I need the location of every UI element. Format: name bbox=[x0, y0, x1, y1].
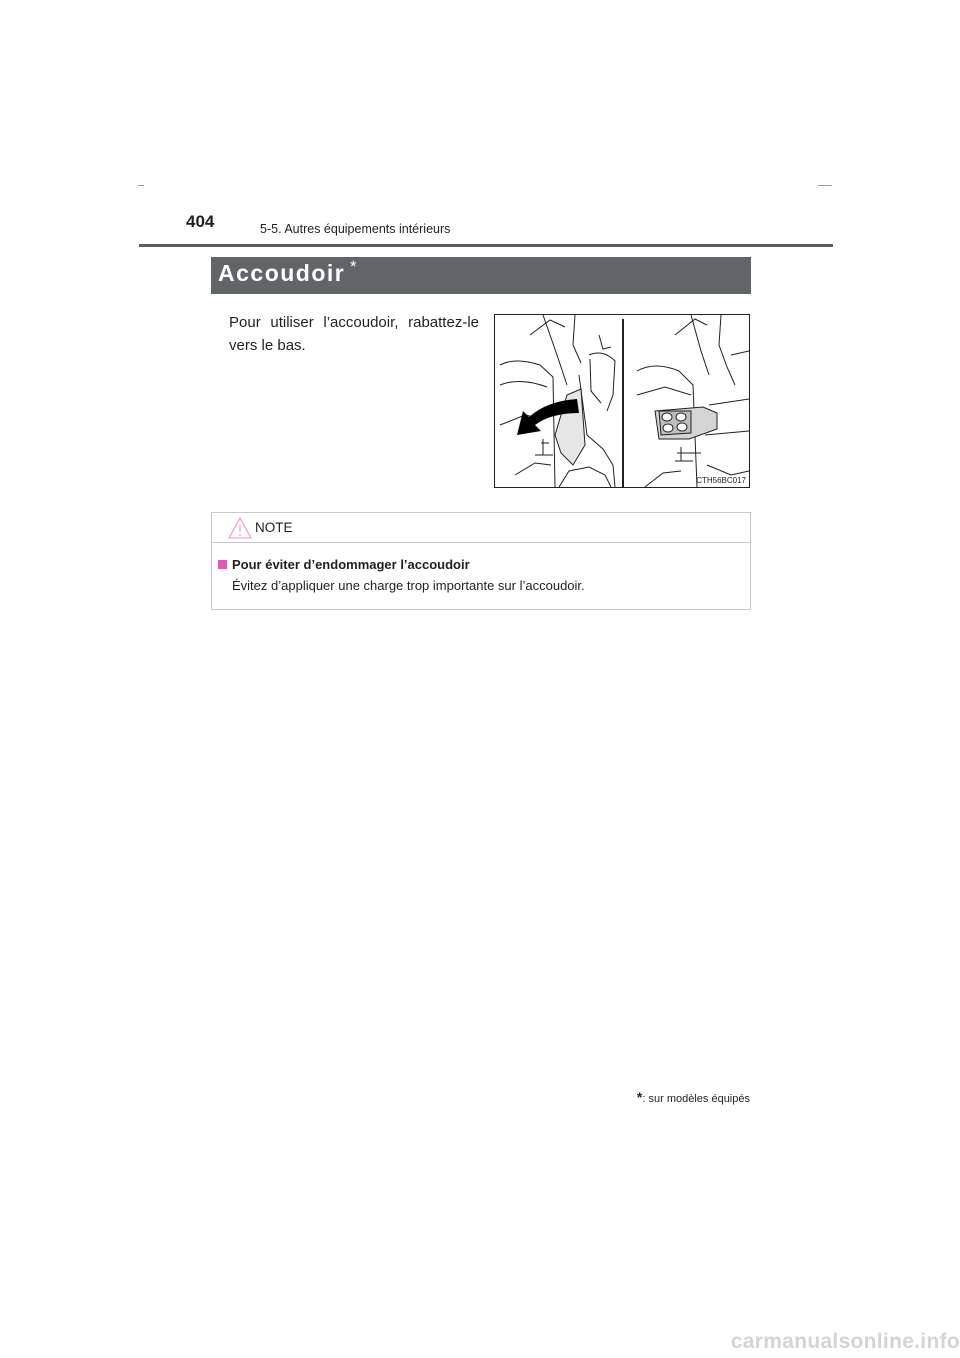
figure-code: CTH56BC017 bbox=[696, 476, 746, 485]
header-divider bbox=[139, 244, 833, 247]
note-item-heading: Pour éviter d’endommager l’accoudoir bbox=[232, 557, 470, 572]
warning-triangle-icon bbox=[228, 516, 252, 540]
note-bullet-icon bbox=[218, 560, 227, 569]
page-number: 404 bbox=[186, 212, 215, 231]
footnote-text: : sur modèles équipés bbox=[642, 1093, 750, 1105]
site-watermark: carmanualsonline.info bbox=[730, 1330, 960, 1353]
note-header bbox=[212, 513, 750, 543]
footnote bbox=[637, 1089, 750, 1105]
note-label: NOTE bbox=[255, 520, 293, 535]
section-breadcrumb: 5-5. Autres équipements intérieurs bbox=[260, 222, 451, 236]
instruction-text: Pour utiliser l’accoudoir, rabattez-le vers le bas. bbox=[229, 314, 479, 354]
armrest-illustration bbox=[494, 314, 750, 488]
note-box bbox=[211, 512, 751, 610]
armrest-drawing bbox=[495, 315, 751, 489]
crop-mark-right bbox=[818, 185, 832, 186]
note-item-text: Évitez d’appliquer une charge trop importante sur l’accoudoir. bbox=[232, 578, 585, 593]
equipped-models-asterisk: * bbox=[350, 257, 357, 276]
section-title: Accoudoir bbox=[218, 260, 346, 286]
section-title-bar bbox=[211, 257, 751, 294]
footnote-asterisk: * bbox=[636, 1089, 643, 1105]
crop-mark-left bbox=[138, 185, 144, 186]
